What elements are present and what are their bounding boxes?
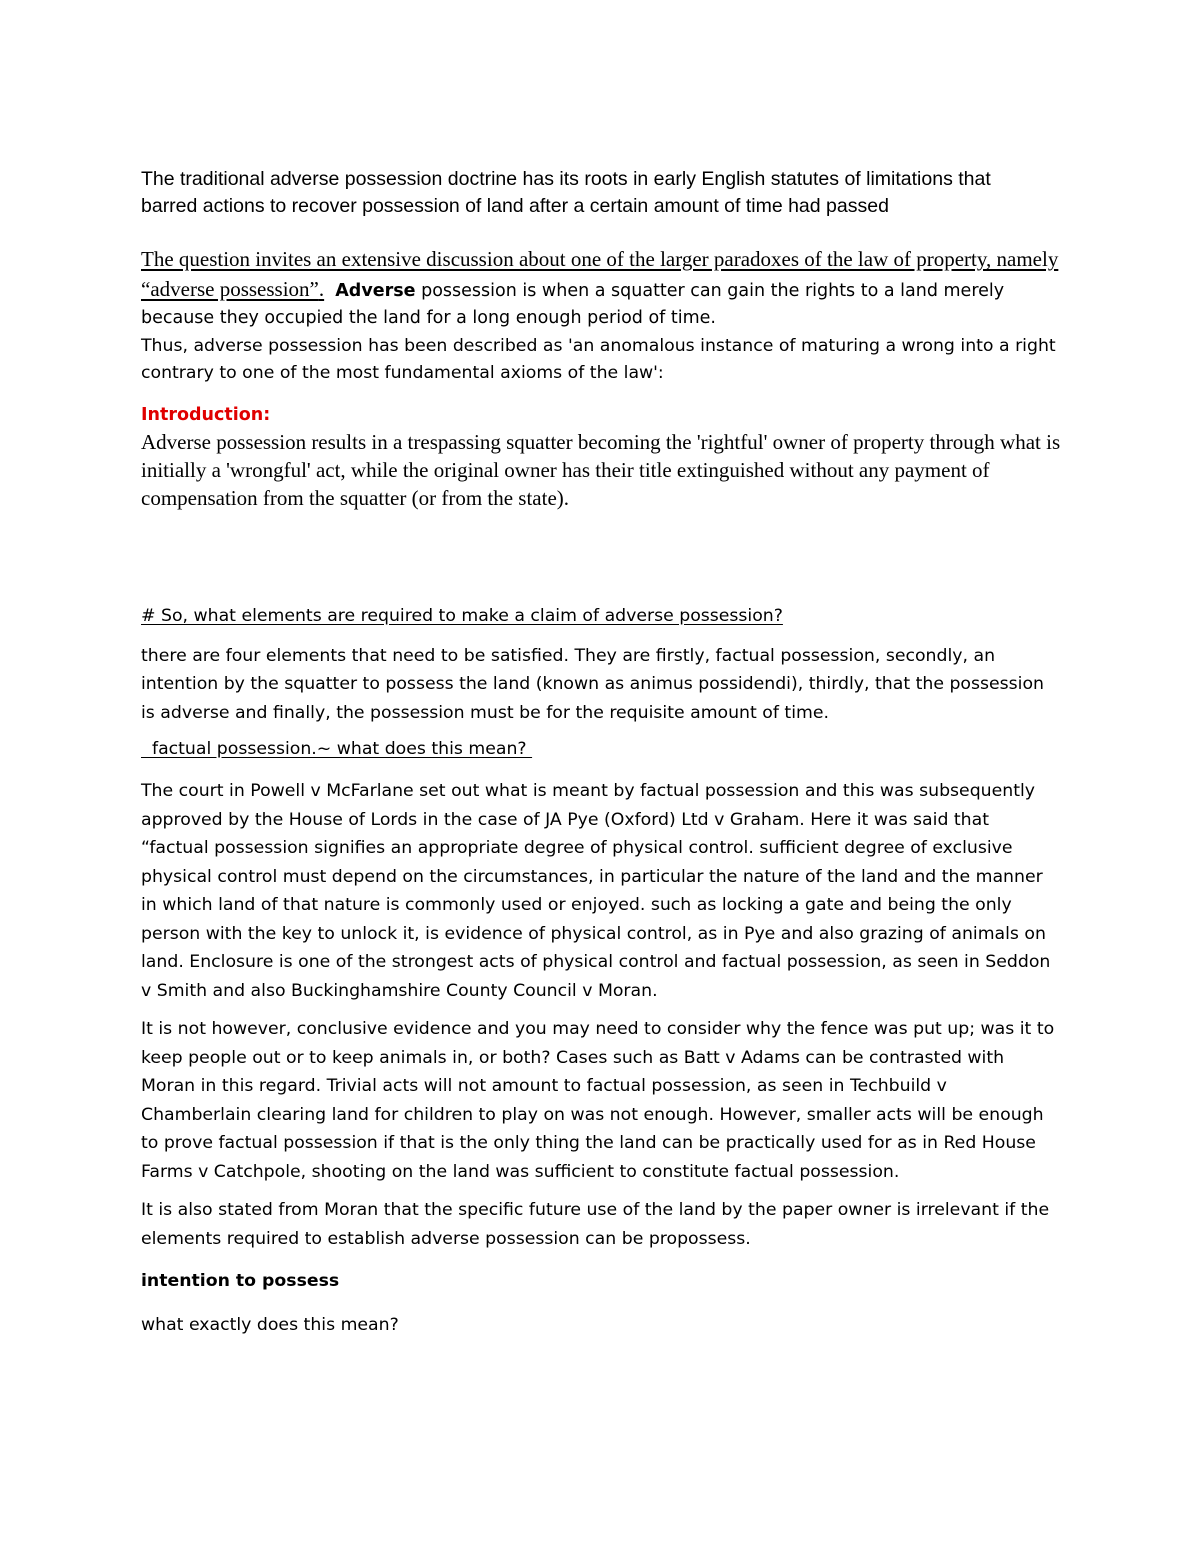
- conclusive-evidence-paragraph: It is not however, conclusive evidence and you may need to consider why the fence was put up; was it to keep people out or to keep animals in, or both? Cases such as Batt v Adams can be contrasted with Moran in this regard. Trivial acts will not amount to factual possession, as seen in Techbuild v Chamberlain clearing land for children to play on was not enough. However, smaller acts will be enough to prove factual possession if that is the only thing the land can be practically used for as in Red House Farms v Catchpole, shooting on the land was sufficient to constitute factual possession.: [141, 1019, 1055, 1182]
- question-rest-text: possession is when a squatter can gain the rights to a land merely because they occupied the land for a long enough period of time.: [141, 280, 1005, 328]
- question-bold-word: Adverse: [335, 280, 416, 301]
- elements-heading: # So, what elements are required to make a claim of adverse possession?: [141, 605, 783, 626]
- intention-heading: intention to possess: [141, 1271, 340, 1291]
- elements-paragraph: there are four elements that need to be satisfied. They are firstly, factual possession, secondly, an intention by the squatter to possess the land (known as animus possidendi), thirdly, that the possession is adverse and finally, the possession must be for the requisite amount of time.: [141, 645, 1044, 723]
- thus-paragraph: Thus, adverse possession has been described as 'an anomalous instance of maturing a wrong into a right contrary to one of the most fundamental axioms of the law':: [141, 335, 1056, 383]
- moran-paragraph: It is also stated from Moran that the specific future use of the land by the paper owner is irrelevant if the elements required to establish adverse possession can be propossess.: [141, 1200, 1050, 1249]
- powell-paragraph: The court in Powell v McFarlane set out what is meant by factual possession and this was subsequently approved by the House of Lords in the case of JA Pye (Oxford) Ltd v Graham. Here it was said that “factual possession signifies an appropriate degree of physical control. sufficient degree of exclusive physical control must depend on the circumstances, in particular the nature of the land and the manner in which land of that nature is commonly used or enjoyed. such as locking a gate and being the only person with the key to unlock it, is evidence of physical control, as in Pye and also grazing of animals on land. Enclosure is one of the strongest acts of physical control and factual possession, as seen in Seddon v Smith and also Buckinghamshire County Council v Moran.: [141, 781, 1051, 1001]
- introduction-heading: Introduction:: [141, 404, 271, 425]
- intention-question: what exactly does this mean?: [141, 1315, 399, 1335]
- introduction-body: Adverse possession results in a trespassing squatter becoming the 'rightful' owner of property through what is initially a 'wrongful' act, while the original owner has their title extinguished without any payment of compensation from the squatter (or from the state).: [141, 429, 1061, 510]
- question-underlined-text: The question invites an extensive discussion about one of the larger paradoxes of the law of property, namely “adverse possession”: [141, 247, 1059, 301]
- factual-possession-heading: factual possession.~ what does this mean?: [141, 739, 533, 759]
- opening-paragraph: The traditional adverse possession doctrine has its roots in early English statutes of limitations that barred actions to recover possession of land after a certain amount of time had passed: [141, 168, 991, 217]
- question-paragraph: [141, 246, 1061, 333]
- document-page: [141, 166, 1061, 1340]
- question-period: .: [318, 276, 325, 301]
